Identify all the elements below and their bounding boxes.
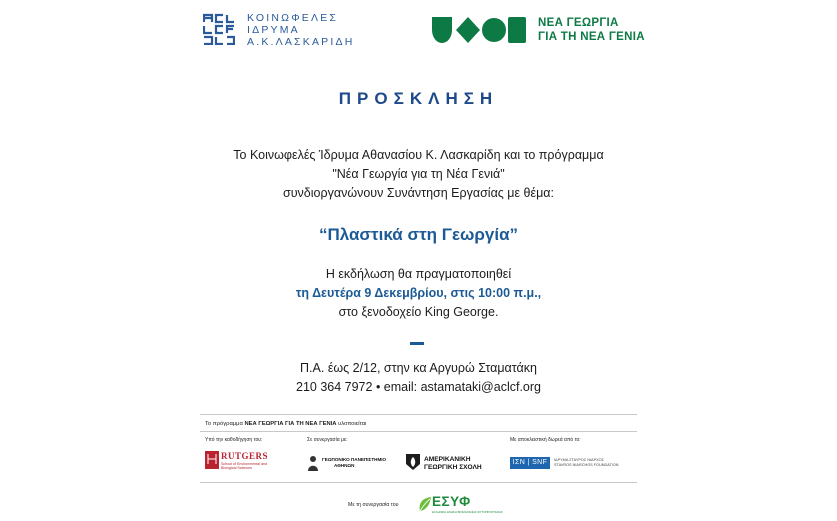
aclcf-line: ΚΟΙΝΩΦΕΛΕΣ — [247, 12, 339, 24]
esyf-logo-text: ΕΣΥΦ — [432, 494, 471, 509]
snf-logo-text — [554, 458, 619, 467]
program-suffix: υλοποιείται — [336, 421, 367, 427]
ags-logo-text — [424, 456, 482, 472]
footer-divider — [200, 431, 637, 432]
ags-line: ΑΜΕΡΙΚΑΝΙΚΗ — [424, 456, 471, 463]
ags-line: ΓΕΩΡΓΙΚΗ ΣΧΟΛΗ — [424, 464, 482, 471]
program-name: ΝΕΑ ΓΕΩΡΓΙΑ ΓΙΑ ΤΗ ΝΕΑ ΓΕΝΙΑ — [244, 421, 337, 427]
nea-georgia-logo-text — [538, 17, 645, 44]
aclcf-logo-text — [247, 12, 354, 48]
gpa-line: ΑΘΗΝΩΝ — [334, 463, 355, 468]
event-date: τη Δευτέρα 9 Δεκεμβρίου, στις 10:00 π.μ., — [295, 286, 542, 300]
intro-line: "Νέα Γεωργία για τη Νέα Γενιά" — [332, 167, 505, 181]
aclcf-logo-icon — [203, 13, 235, 45]
intro-line: Το Κοινωφελές Ίδρυμα Αθανασίου Κ. Λασκαρίδη και το πρόγραμμα — [233, 148, 604, 162]
aclcf-line: ΙΔΡΥΜΑ — [247, 24, 300, 36]
leaf-icon — [418, 496, 432, 512]
rutgers-logo-text: RUTGERS — [221, 451, 269, 461]
event-subject: “Πλαστικά στη Γεωργία” — [318, 225, 519, 244]
intro-paragraph — [0, 146, 837, 203]
esyf-label: Με τη συνεργασία του — [348, 502, 399, 508]
intro-line: συνδιοργανώνουν Συνάντηση Εργασίας με θέμα: — [283, 186, 554, 200]
invitation-title: ΠΡΟΣΚΛΗΣΗ — [338, 89, 499, 108]
ng-line: ΓΙΑ ΤΗ ΝΕΑ ΓΕΝΙΑ — [538, 30, 645, 43]
gpa-logo-icon — [307, 455, 319, 471]
footer-divider — [200, 414, 637, 415]
nea-georgia-logo-icon — [432, 17, 526, 43]
ng-line: ΝΕΑ ΓΕΩΡΓΙΑ — [538, 17, 619, 29]
gpa-line: ΓΕΩΠΟΝΙΚΟ ΠΑΝΕΠΙΣΤΗΜΙΟ — [322, 457, 387, 462]
contact-info — [0, 359, 837, 397]
separator-dash — [410, 342, 424, 345]
label-coordination: Υπό την καθοδήγηση του: — [205, 437, 263, 443]
label-donation: Με αποκλειστική δωρεά από το: — [510, 437, 581, 443]
label-cooperation: Σε συνεργασία με: — [307, 437, 348, 443]
program-prefix: Το πρόγραμμα — [205, 421, 245, 427]
ags-logo-icon — [406, 454, 420, 470]
footer-divider — [200, 482, 637, 483]
event-details — [0, 265, 837, 322]
event-line: Η εκδήλωση θα πραγματοποιηθεί — [325, 267, 512, 281]
rutgers-shield-icon — [205, 451, 219, 469]
event-venue: στο ξενοδοχείο King George. — [338, 305, 499, 319]
contact-line: 210 364 7972 • email: astamataki@aclcf.org — [296, 380, 541, 394]
rsvp-line: Π.Α. έως 2/12, στην κα Αργυρώ Σταματάκη — [300, 361, 537, 375]
snf-line: ΙΔΡΥΜΑ ΣΤΑΥΡΟΣ ΝΙΑΡΧΟΣ — [554, 458, 604, 462]
snf-line: STAVROS NIARCHOS FOUNDATION — [554, 462, 619, 467]
program-line — [205, 421, 366, 427]
snf-logo: ΙΣΝ | SNF — [510, 457, 550, 469]
rutgers-sub: School of Environmental and Biological Sciences — [221, 462, 267, 471]
esyf-sub: ΕΛΛΗΝΙΚΗ ΕΝΩΣΗ ΒΙΟΜΗΧΑΝΙΑΣ ΦΥΤΟΠΡΟΣΤΑΣΙΑΣ — [432, 510, 503, 514]
aclcf-line: Α.Κ.ΛΑΣΚΑΡΙΔΗ — [247, 36, 355, 48]
gpa-logo-text — [322, 457, 386, 469]
